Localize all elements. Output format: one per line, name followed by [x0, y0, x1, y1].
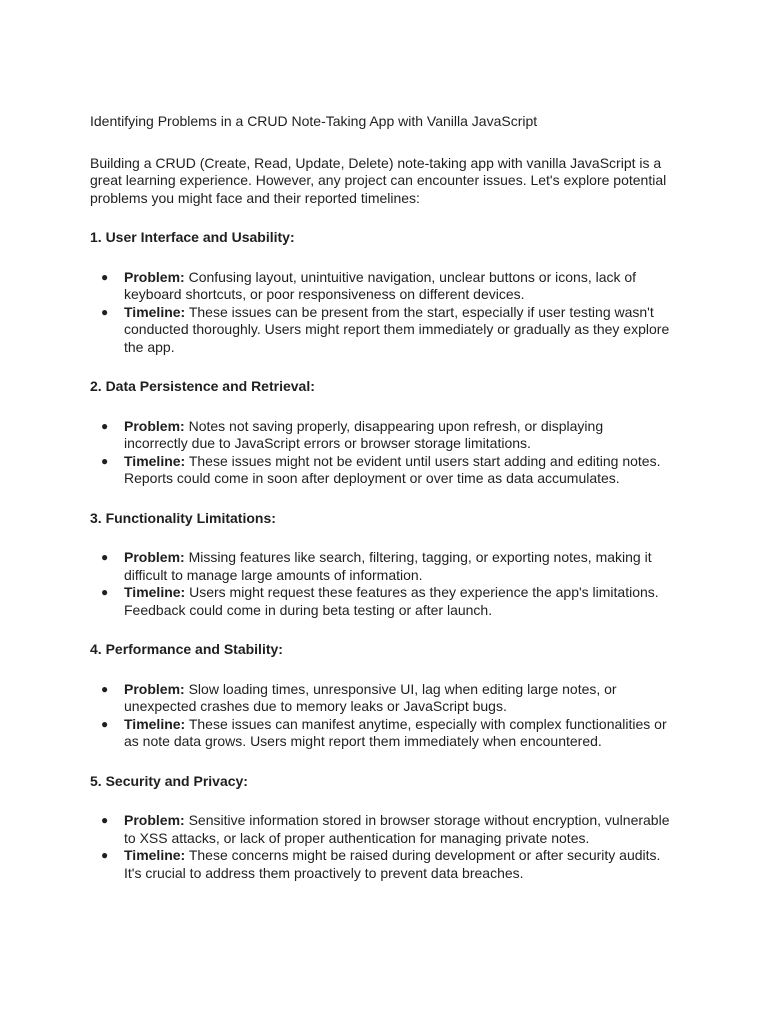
bullet-icon: ●: [101, 550, 109, 564]
problem-label: Problem:: [124, 417, 185, 434]
problem-text: Slow loading times, unresponsive UI, lag when editing large notes, or unexpected crashes due to memory leaks or JavaScript bugs.: [124, 680, 617, 714]
list-item-problem: [90, 418, 670, 453]
section-functionality: [90, 510, 670, 620]
list-item-timeline: [90, 453, 670, 488]
bullet-icon: ●: [101, 848, 109, 862]
list-item-problem: [90, 812, 670, 847]
problem-label: Problem:: [124, 549, 185, 565]
problem-text: Confusing layout, unintuitive navigation, unclear buttons or icons, lack of keyboard shortcuts, or poor responsiveness on different devices.: [124, 268, 637, 302]
bullet-list: [90, 269, 670, 357]
problem-label: Problem:: [124, 812, 185, 828]
timeline-text: These issues can manifest anytime, especially with complex functionalities or as note data grows. Users might report them immediately when encountered.: [124, 715, 667, 749]
bullet-icon: ●: [101, 453, 109, 468]
problem-text: Sensitive information stored in browser storage without encryption, vulnerable to XSS attacks, or lack of proper authentication for managing private notes.: [124, 812, 670, 846]
bullet-list: [90, 418, 670, 488]
problem-text: Missing features like search, filtering, tagging, or exporting notes, making it difficult to manage large amounts of information.: [124, 549, 652, 583]
timeline-label: Timeline:: [124, 452, 186, 469]
list-item-timeline: [90, 847, 670, 882]
list-item-timeline: [90, 716, 670, 751]
bullet-icon: ●: [101, 304, 109, 319]
list-item-problem: [90, 269, 670, 304]
section-heading: 3. Functionality Limitations:: [90, 509, 276, 526]
section-user-interface: [90, 229, 670, 356]
bullet-list: [90, 812, 670, 882]
bullet-list: [90, 549, 670, 619]
bullet-list: [90, 681, 670, 751]
document-page: [90, 113, 670, 904]
bullet-icon: ●: [101, 418, 109, 433]
section-security: [90, 773, 670, 883]
section-data-persistence: [90, 378, 670, 488]
bullet-icon: ●: [101, 813, 109, 827]
section-heading: 1. User Interface and Usability:: [90, 229, 295, 245]
timeline-text: These issues might not be evident until users start adding and editing notes. Reports could come in soon after deployment or over time as data accumulates.: [124, 452, 661, 486]
list-item-problem: [90, 549, 670, 584]
bullet-icon: ●: [101, 585, 109, 599]
timeline-label: Timeline:: [124, 715, 186, 732]
section-performance: [90, 641, 670, 751]
intro-paragraph: Building a CRUD (Create, Read, Update, Delete) note-taking app with vanilla JavaScript is a great learning experience. However, any project can encounter issues. Let's explore potential problems you might face and their reported timelines:: [90, 154, 667, 206]
document-title: Identifying Problems in a CRUD Note-Taking App with Vanilla JavaScript: [90, 113, 538, 129]
timeline-text: These issues can be present from the start, especially if user testing wasn't conducted thoroughly. Users might report them immediately or gradually as they explore the app.: [124, 303, 670, 355]
list-item-timeline: [90, 584, 670, 619]
problem-label: Problem:: [124, 680, 185, 697]
timeline-label: Timeline:: [124, 847, 186, 863]
timeline-label: Timeline:: [124, 303, 186, 320]
bullet-icon: ●: [101, 269, 109, 284]
bullet-icon: ●: [101, 716, 109, 731]
timeline-label: Timeline:: [124, 584, 186, 600]
section-heading: 2. Data Persistence and Retrieval:: [90, 378, 315, 394]
problem-text: Notes not saving properly, disappearing upon refresh, or displaying incorrectly due to JavaScript errors or browser storage limitations.: [124, 417, 604, 451]
list-item-timeline: [90, 304, 670, 357]
section-heading: 5. Security and Privacy:: [90, 772, 248, 789]
problem-label: Problem:: [124, 268, 185, 285]
timeline-text: Users might request these features as they experience the app's limitations. Feedback could come in during beta testing or after launch.: [124, 584, 659, 618]
section-heading: 4. Performance and Stability:: [90, 641, 283, 657]
bullet-icon: ●: [101, 681, 109, 696]
list-item-problem: [90, 681, 670, 716]
timeline-text: These concerns might be raised during development or after security audits. It's crucial to address them proactively to prevent data breaches.: [124, 847, 661, 881]
